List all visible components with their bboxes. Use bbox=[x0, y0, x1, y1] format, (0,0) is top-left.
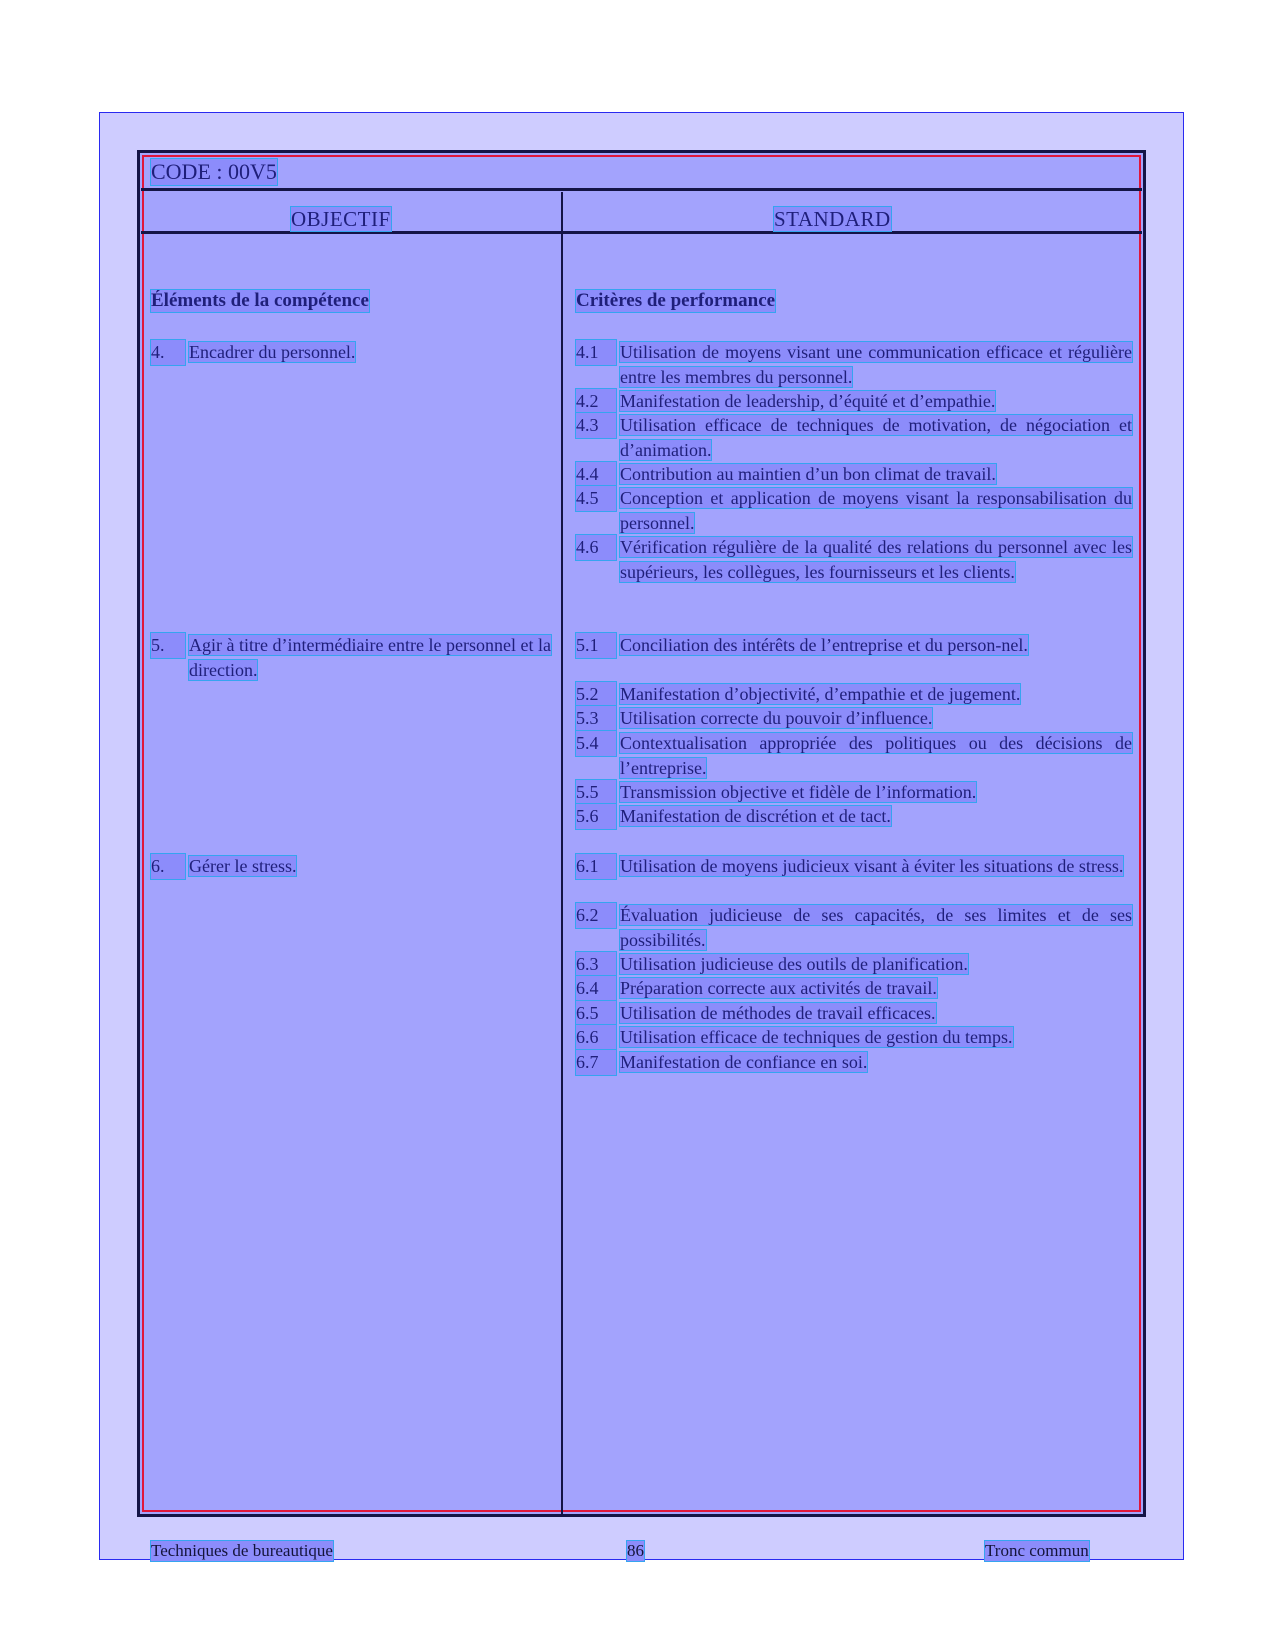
elements-title: Éléments de la compétence bbox=[151, 290, 369, 311]
criterion-number: 5.2 bbox=[576, 682, 616, 707]
criterion-text: Vérification régulière de la qualité des relations du personnel avec les supérieurs, les collègues, les fournisseurs et les clients. bbox=[620, 537, 1132, 582]
criterion-text: Conception et application de moyens visant la responsabilisation du personnel. bbox=[620, 488, 1132, 533]
criterion-text: Utilisation de méthodes de travail efficaces. bbox=[620, 1003, 936, 1023]
criterion-number: 4.4 bbox=[576, 462, 616, 487]
criterion-number: 6.2 bbox=[576, 903, 616, 928]
element-text: Encadrer du personnel. bbox=[189, 342, 356, 362]
element-number: 5. bbox=[151, 633, 185, 658]
objectif-header: OBJECTIF bbox=[291, 207, 391, 231]
page-number: 86 bbox=[627, 1541, 644, 1560]
criterion-number: 4.3 bbox=[576, 413, 616, 438]
criterion-number: 6.7 bbox=[576, 1050, 616, 1075]
criterion-number: 6.5 bbox=[576, 1001, 616, 1026]
criterion-number: 4.5 bbox=[576, 486, 616, 511]
header-divider-top bbox=[141, 188, 1142, 191]
footer-left: Techniques de bureautique bbox=[151, 1541, 333, 1560]
column-divider bbox=[561, 192, 563, 1514]
criterion-text: Préparation correcte aux activités de travail. bbox=[620, 978, 937, 998]
criterion-text: Utilisation correcte du pouvoir d’influence. bbox=[620, 708, 933, 728]
criterion-number: 6.1 bbox=[576, 854, 616, 879]
criterion-text: Transmission objective et fidèle de l’information. bbox=[620, 782, 977, 802]
criterion-text: Utilisation judicieuse des outils de planification. bbox=[620, 954, 968, 974]
criterion-number: 5.5 bbox=[576, 780, 616, 805]
criterion-text: Contextualisation appropriée des politiques ou des décisions de l’entreprise. bbox=[620, 733, 1132, 778]
criterion-number: 6.6 bbox=[576, 1025, 616, 1050]
element-text: Agir à titre d’intermédiaire entre le personnel et la direction. bbox=[189, 635, 551, 680]
criterion-text: Manifestation de discrétion et de tact. bbox=[620, 806, 891, 826]
criterion-text: Manifestation d’objectivité, d’empathie et de jugement. bbox=[620, 684, 1021, 704]
criterion-number: 4.6 bbox=[576, 535, 616, 560]
element-number: 6. bbox=[151, 854, 185, 879]
criterion-text: Utilisation efficace de techniques de motivation, de négociation et d’animation. bbox=[620, 415, 1132, 460]
criterion-number: 6.4 bbox=[576, 976, 616, 1001]
criterion-text: Conciliation des intérêts de l’entreprise et du person-nel. bbox=[620, 635, 1028, 655]
element-number: 4. bbox=[151, 340, 185, 365]
code-label: CODE : 00V5 bbox=[151, 159, 277, 184]
criterion-number: 5.4 bbox=[576, 731, 616, 756]
criterion-text: Manifestation de leadership, d’équité et d’empathie. bbox=[620, 391, 996, 411]
criterion-number: 6.3 bbox=[576, 952, 616, 977]
element-text: Gérer le stress. bbox=[189, 856, 297, 876]
standard-header: STANDARD bbox=[774, 207, 891, 231]
criterion-text: Évaluation judicieuse de ses capacités, de ses limites et de ses possibilités. bbox=[620, 905, 1132, 950]
criterion-text: Manifestation de confiance en soi. bbox=[620, 1052, 868, 1072]
criterion-number: 4.2 bbox=[576, 389, 616, 414]
criterion-number: 5.3 bbox=[576, 706, 616, 731]
footer-right: Tronc commun bbox=[985, 1541, 1089, 1560]
criteria-title: Critères de performance bbox=[576, 290, 776, 311]
criterion-number: 5.1 bbox=[576, 633, 616, 658]
criterion-text: Utilisation efficace de techniques de gestion du temps. bbox=[620, 1027, 1013, 1047]
criterion-number: 4.1 bbox=[576, 340, 616, 365]
criterion-number: 5.6 bbox=[576, 804, 616, 829]
criterion-text: Contribution au maintien d’un bon climat de travail. bbox=[620, 464, 996, 484]
criterion-text: Utilisation de moyens judicieux visant à éviter les situations de stress. bbox=[620, 856, 1124, 876]
criterion-text: Utilisation de moyens visant une communication efficace et régulière entre les membres du personnel. bbox=[620, 342, 1132, 387]
header-divider-bottom bbox=[141, 231, 1142, 234]
